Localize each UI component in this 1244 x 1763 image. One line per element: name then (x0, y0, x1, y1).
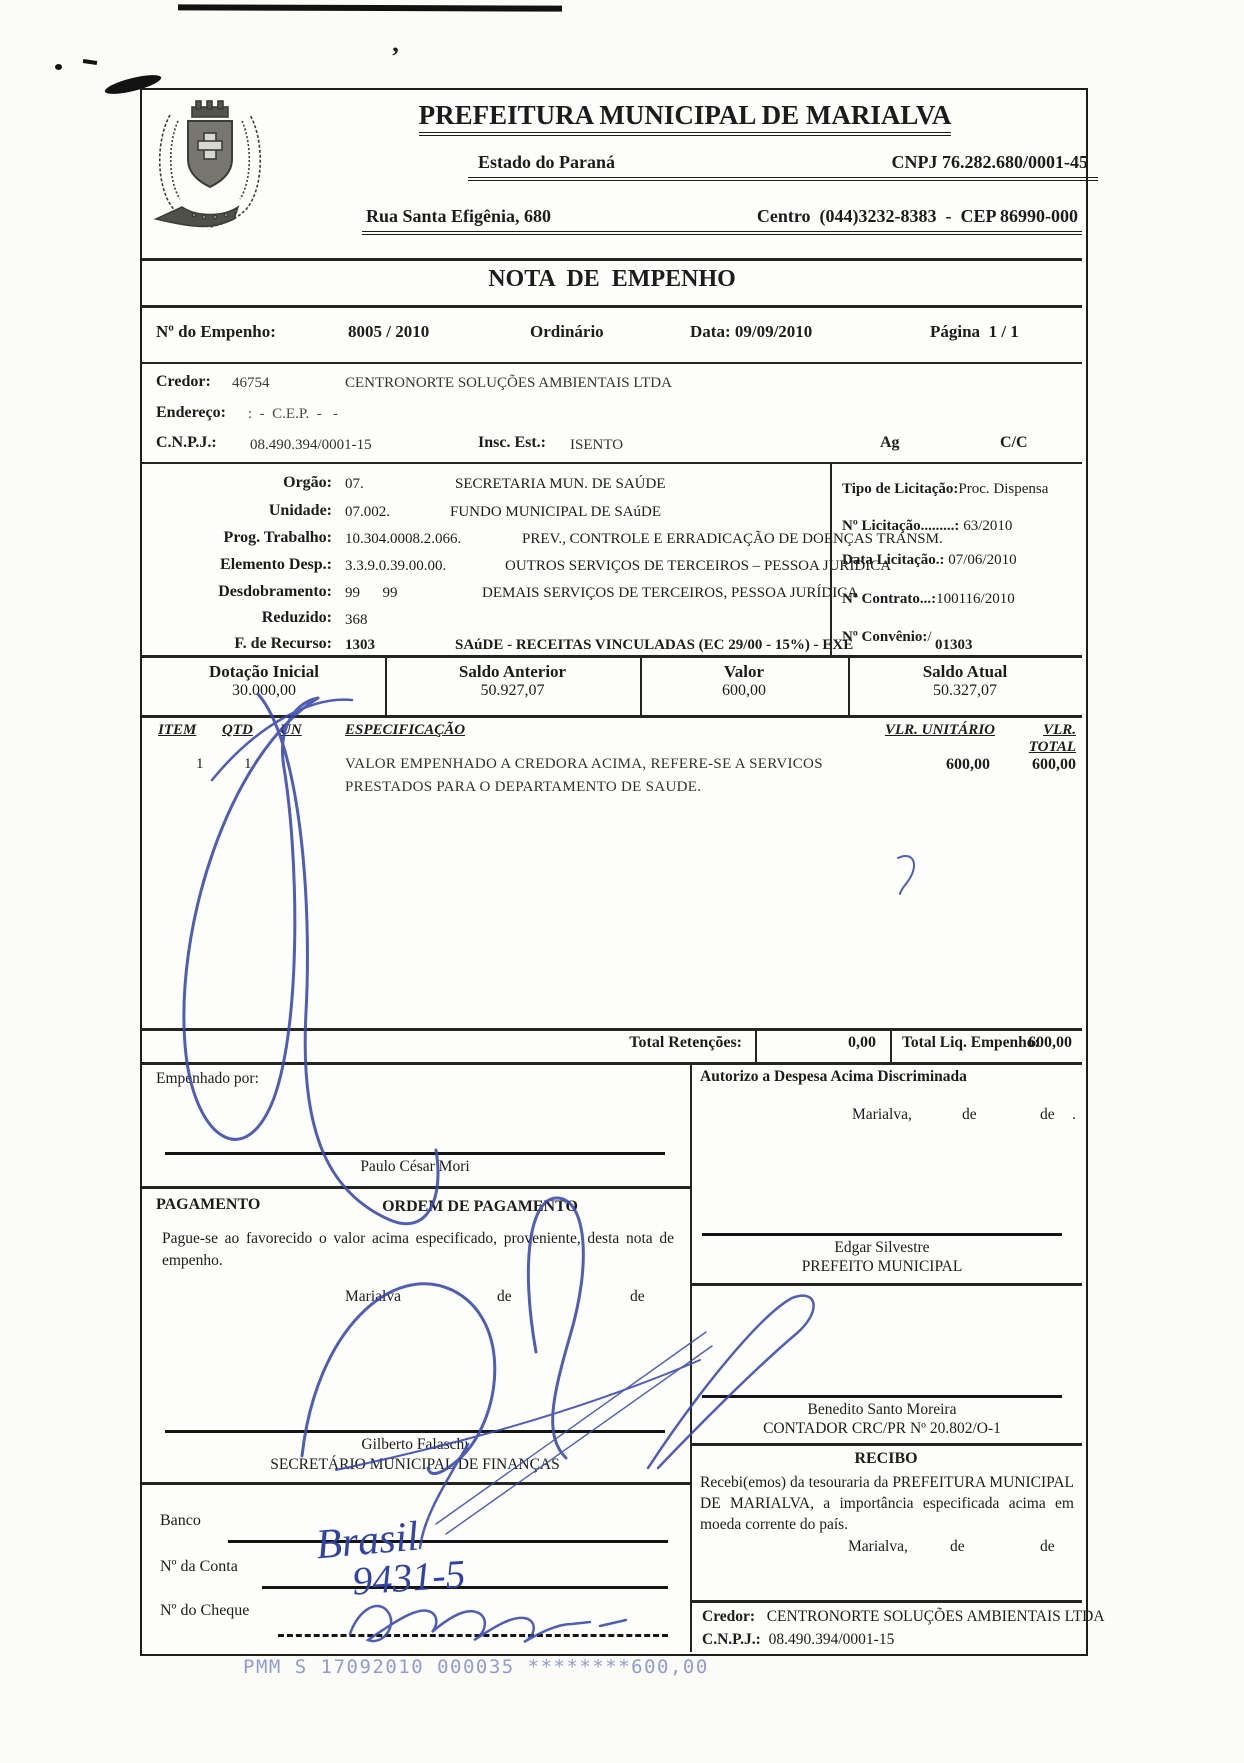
items-header-item: ITEM (158, 722, 197, 738)
signature-line-prefeito (702, 1233, 1062, 1236)
divider-empenhado (142, 1186, 690, 1189)
items-header-qtd: QTD (222, 722, 253, 738)
entity-subtitle-row (468, 152, 1098, 181)
secretario-signatory-role: SECRETÁRIO MUNICIPAL DE FINANÇAS (270, 1456, 560, 1473)
total-dotacao-label: Dotação Inicial (208, 662, 320, 681)
licitacao-convenio (842, 627, 932, 647)
page-label: Página (930, 322, 981, 341)
class-desc-elemento: OUTROS SERVIÇOS DE TERCEIROS – PESSOA JURÍDICA (505, 558, 892, 574)
total-cell-valor (642, 662, 846, 700)
total-saldo-atual-value: 50.327,07 (933, 682, 997, 699)
banco-line (228, 1540, 668, 1543)
divider-header (142, 258, 1082, 261)
autorizo-title: Autorizo a Despesa Acima Discriminada (700, 1068, 967, 1085)
licitacao-contrato-value: 100116/2010 (936, 591, 1015, 607)
autorizo-ponto: . (1072, 1106, 1076, 1123)
entity-address: Rua Santa Efigênia, 680 (366, 206, 552, 226)
recibo-credor-row (702, 1608, 1105, 1626)
licitacao-data-value: 07/06/2010 (944, 552, 1017, 568)
page-value: 1 / 1 (988, 322, 1019, 341)
recibo-credor-value: CENTRONORTE SOLUÇÕES AMBIENTAIS LTDA (766, 1608, 1105, 1625)
cheque-label: Nº do Cheque (160, 1602, 250, 1619)
licitacao-data-label: Data Licitação.: (842, 552, 945, 568)
contador-signatory-role: CONTADOR CRC/PR Nº 20.802/O-1 (763, 1420, 1001, 1437)
class-label-recurso: F. de Recurso: (234, 635, 332, 652)
autorizo-cidade: Marialva, (852, 1106, 912, 1123)
cnpj-value: 08.490.394/0001-15 (250, 437, 372, 453)
licitacao-convenio-value: / (927, 629, 932, 645)
class-label-reduzido: Reduzido: (261, 609, 332, 626)
recibo-de1: de (950, 1538, 965, 1555)
endereco-value: : - C.E.P. - - (248, 406, 338, 422)
divider-empenho-row (142, 362, 1082, 364)
cnpj-label: C.N.P.J.: (156, 434, 217, 451)
entity-cnpj: CNPJ 76.282.680/0001-45 (891, 152, 1088, 172)
pagamento-de2: de (630, 1288, 645, 1305)
contador-signatory-name: Benedito Santo Moreira (807, 1401, 957, 1418)
endereco-label: Endereço: (156, 404, 226, 421)
class-code-desdobramento: 99 99 (345, 585, 398, 601)
items-header-un: UN (280, 722, 302, 738)
credor-code: 46754 (232, 375, 270, 391)
total-cell-dotacao (145, 662, 383, 700)
total-cell-saldo-atual (850, 662, 1080, 700)
handwriting-conta: 9431-5 (350, 1550, 467, 1604)
signature-line-contador (702, 1395, 1062, 1398)
recurso-extra-code: 01303 (935, 637, 973, 653)
class-code-unidade: 07.002. (345, 504, 390, 520)
divider-licitacao-panel (830, 462, 832, 655)
divider-retencoes-top (142, 1028, 1082, 1031)
doc-title: NOTA DE EMPENHO (488, 266, 736, 292)
entity-state: Estado do Paraná (478, 152, 616, 172)
total-saldo-anterior-label: Saldo Anterior (458, 662, 567, 681)
total-valor-value: 600,00 (722, 682, 766, 699)
scan-artifact-dot (55, 64, 62, 70)
entity-title-text: PREFEITURA MUNICIPAL DE MARIALVA (419, 100, 952, 136)
retencoes-label: Total Retenções: (629, 1034, 742, 1051)
class-code-elemento: 3.3.9.0.39.00.00. (345, 558, 447, 574)
items-header-vlr-total: VLR. TOTAL (1028, 722, 1076, 755)
item-row-qtd: 1 (244, 756, 252, 772)
recibo-cidade: Marialva, (848, 1538, 908, 1555)
total-dotacao-value: 30.000,00 (232, 682, 296, 699)
class-desc-recurso: SAúDE - RECEITAS VINCULADAS (EC 29/00 - 15%) - EXE (455, 637, 854, 653)
item-row-vlr-unitario: 600,00 (946, 756, 990, 773)
signature-line-secretario (165, 1430, 665, 1433)
licitacao-tipo-value: Proc. Dispensa (958, 481, 1049, 497)
total-valor-label: Valor (724, 662, 764, 681)
divider-retencoes-bottom (142, 1062, 1082, 1065)
secretario-signatory-name: Gilberto Falaschi (361, 1436, 469, 1453)
class-code-recurso: 1303 (345, 637, 375, 653)
pagamento-de1: de (497, 1288, 512, 1305)
page-indicator (930, 322, 1019, 342)
total-saldo-anterior-value: 50.927,07 (480, 682, 545, 699)
entity-address-row (362, 206, 1082, 235)
recibo-texto: Recebi(emos) da tesouraria da PREFEITURA MUNICIPAL DE MARIALVA, a importância especificada acima em moeda corrente do país. (700, 1474, 1074, 1533)
recibo-credor-label: Credor: (702, 1608, 756, 1625)
class-code-orgao: 07. (345, 476, 364, 492)
scan-artifact-dash (83, 59, 97, 65)
credor-name: CENTRONORTE SOLUÇÕES AMBIENTAIS LTDA (345, 375, 672, 391)
recibo-cnpj-row (702, 1631, 894, 1649)
item-row-vlr-total: 600,00 (1032, 756, 1076, 773)
licitacao-tipo-label: Tipo de Licitação: (842, 481, 959, 497)
divider-totais-bottom (142, 715, 1082, 718)
recibo-cnpj-label: C.N.P.J.: (702, 1631, 761, 1648)
ordem-pagamento-title: ORDEM DE PAGAMENTO (382, 1198, 578, 1215)
divider-columns (690, 1062, 692, 1652)
recibo-title: RECIBO (854, 1450, 918, 1467)
class-label-unidade: Unidade: (268, 502, 332, 519)
class-label-prog: Prog. Trabalho: (223, 529, 332, 546)
class-code-reduzido: 368 (345, 612, 368, 628)
scan-artifact-tick: ’ (391, 42, 400, 71)
ag-label: Ag (880, 434, 900, 451)
licitacao-contrato-label: Nº Contrato...: (842, 591, 937, 607)
licitacao-numero-label: Nº Licitação.........: (842, 518, 960, 534)
pagamento-title: PAGAMENTO (156, 1196, 261, 1213)
scan-artifact-bar (178, 4, 562, 11)
divider-retencoes-1 (755, 1028, 757, 1062)
pagamento-texto: Pague-se ao favorecido o valor acima especificado, proveniente, desta nota de empenho. (162, 1230, 674, 1269)
dot-matrix-stamp: PMM S 17092010 000035 ********600,00 (243, 1656, 709, 1678)
banco-label: Banco (160, 1512, 201, 1529)
divider-recibo-credor (690, 1600, 1082, 1603)
class-desc-orgao: SECRETARIA MUN. DE SAÚDE (455, 476, 666, 492)
empenhado-por-label: Empenhado por: (156, 1070, 259, 1087)
class-desc-unidade: FUNDO MUNICIPAL DE SAúDE (450, 504, 661, 520)
prefeito-signatory-name: Edgar Silvestre (834, 1239, 930, 1256)
autorizo-de2: de (1040, 1106, 1055, 1123)
class-label-desdobramento: Desdobramento: (218, 583, 332, 600)
insc-label: Insc. Est.: (478, 434, 547, 451)
pagamento-cidade: Marialva (345, 1288, 401, 1305)
liq-empenho-label: Total Liq. Empenho: (902, 1034, 1040, 1051)
divider-classificacao (142, 655, 1082, 658)
cc-label: C/C (1000, 434, 1028, 451)
total-cell-saldo-anterior (387, 662, 638, 700)
class-desc-desdobramento: DEMAIS SERVIÇOS DE TERCEIROS, PESSOA JURÍDICA (482, 585, 859, 601)
class-label-elemento: Elemento Desp.: (220, 556, 332, 573)
empenho-type: Ordinário (530, 322, 604, 341)
divider-retencoes-2 (890, 1028, 892, 1062)
empenhado-signatory-name: Paulo César Mori (360, 1158, 470, 1175)
recibo-cnpj-value: 08.490.394/0001-15 (768, 1631, 895, 1648)
autorizo-de1: de (962, 1106, 977, 1123)
divider-doc-title (142, 305, 1082, 308)
recibo-de2: de (1040, 1538, 1055, 1555)
signature-line-empenhado (165, 1152, 665, 1155)
conta-line (262, 1586, 668, 1589)
insc-value: ISENTO (570, 437, 624, 453)
class-code-prog: 10.304.0008.2.066. (345, 531, 462, 547)
divider-credor (142, 462, 1082, 464)
prefeito-signatory-role: PREFEITO MUNICIPAL (801, 1258, 963, 1275)
items-header-espec: ESPECIFICAÇÃO (345, 722, 466, 738)
divider-pagamento (142, 1482, 690, 1485)
licitacao-numero (842, 516, 1012, 536)
class-desc-prog: PREV., CONTROLE E ERRADICAÇÃO DE DOENÇAS TRANSM. (522, 531, 943, 547)
licitacao-convenio-label: Nº Convênio: (842, 629, 928, 645)
item-row-number: 1 (196, 756, 204, 772)
credor-label: Credor: (156, 373, 211, 390)
empenho-date: Data: 09/09/2010 (690, 322, 813, 341)
item-row-espec-line2: PRESTADOS PARA O DEPARTAMENTO DE SAUDE. (345, 779, 702, 795)
item-row-espec-line1: VALOR EMPENHADO A CREDORA ACIMA, REFERE-SE A SERVICOS (345, 756, 823, 772)
entity-title (300, 100, 1070, 131)
empenho-number: 8005 / 2010 (348, 322, 430, 341)
licitacao-data (842, 550, 1017, 570)
liq-empenho-value: 600,00 (1028, 1034, 1072, 1051)
conta-label: Nº da Conta (160, 1558, 238, 1575)
handwriting-banco: Brasil (314, 1513, 421, 1569)
divider-contador (690, 1443, 1082, 1446)
items-header-vlr-unitario: VLR. UNITÁRIO (884, 722, 995, 738)
licitacao-contrato (842, 589, 1015, 609)
municipal-coat-of-arms (152, 95, 268, 233)
entity-address2: Centro (044)3232-8383 - CEP 86990-000 (756, 206, 1078, 226)
divider-prefeito (690, 1283, 1082, 1286)
class-label-orgao: Orgão: (283, 474, 332, 491)
licitacao-numero-value: 63/2010 (959, 518, 1013, 534)
empenho-number-label: Nº do Empenho: (156, 322, 276, 341)
cheque-line (278, 1634, 668, 1637)
licitacao-tipo (842, 479, 1048, 499)
retencoes-value: 0,00 (848, 1034, 876, 1051)
total-saldo-atual-label: Saldo Atual (922, 662, 1008, 681)
